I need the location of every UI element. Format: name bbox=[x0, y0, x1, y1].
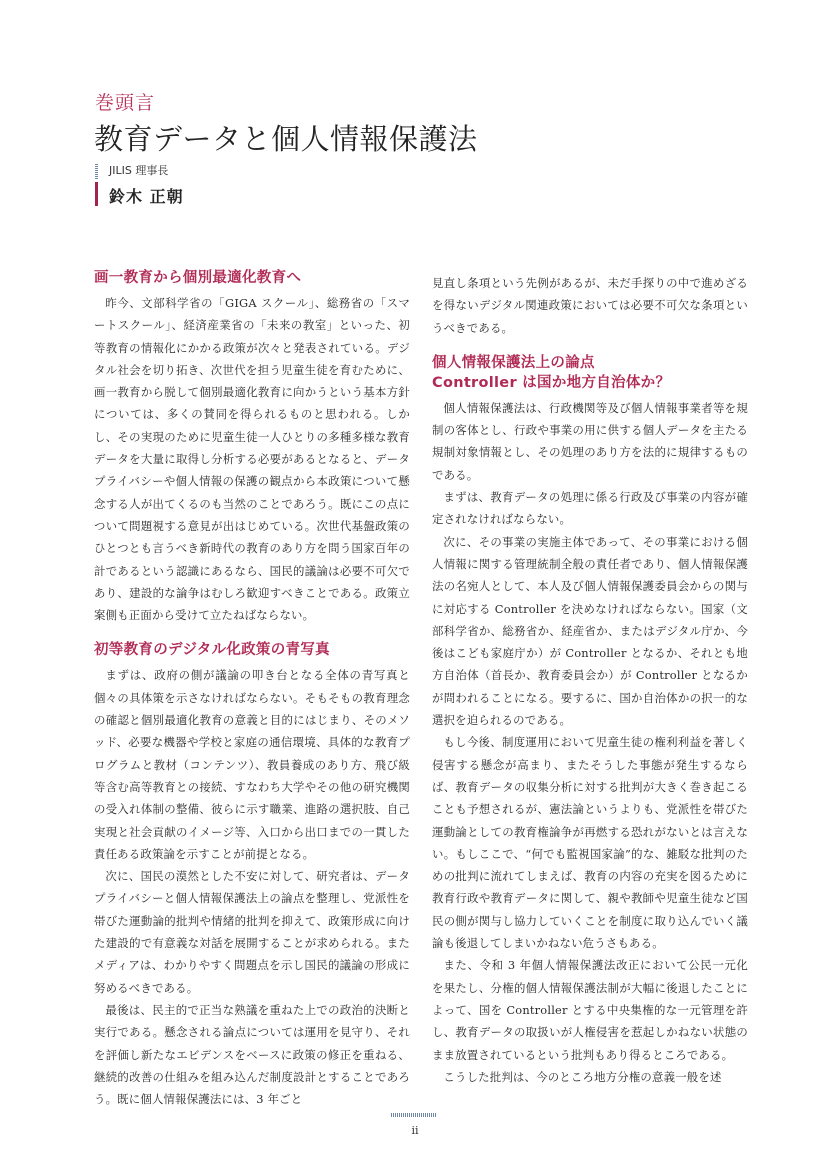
paragraph-continuation: 見直し条項という先例があるが、未だ手探りの中で進めざるを得ないデジタル関連政策においては必要不可欠な条項というべきである。 bbox=[432, 276, 748, 335]
article-kicker: 巻頭言 bbox=[95, 92, 156, 114]
article-title: 教育データと個人情報保護法 bbox=[94, 122, 478, 156]
section-heading-line2: Controller は国か地方自治体か？ bbox=[432, 374, 671, 391]
section-heading bbox=[432, 353, 748, 393]
paragraph: こうした批判は、今のところ地方分権の意義一般を述 bbox=[443, 1069, 722, 1084]
page-number: ii bbox=[411, 1124, 419, 1137]
section-heading-line1: 個人情報保護法上の論点 bbox=[432, 354, 595, 371]
right-column bbox=[432, 272, 748, 1088]
author-affiliation: JILIS 理事長 bbox=[109, 164, 169, 177]
paragraph: もし今後、制度運用において児童生徒の権利利益を著しく侵害する懸念が高まり、またそうした事態が発生するならば、教育データの収集分析に対する批判が大きく巻き起こることも予想されるが、憲法論というよりも、党派性を帯びた運動論としての教育権論争が再燃する恐れがないとは言えない。もしここで、“何でも監視国家論”的な、雑駁な批判のための批判に流れてしまえば、教育の内容の充実を図るために教育行政や教育データに関して、親や教師や児童生徒など国民の側が関与し協力していくことを制度に取り込んでいく議論も後退してしまいかねない危うさもある。 bbox=[432, 735, 748, 951]
accent-bar bbox=[95, 182, 98, 206]
author-name: 鈴木 正朝 bbox=[109, 187, 184, 206]
section-heading: 画一教育から個別最適化教育へ bbox=[94, 270, 302, 286]
paragraph: 個人情報保護法は、行政機関等及び個人情報事業者等を規制の客体とし、行政や事業の用に供する個人データを主たる規制対象情報とし、その処理のあり方を法的に規律するものである。 bbox=[432, 400, 748, 482]
paragraph: まずは、教育データの処理に係る行政及び事業の内容が確定されなければならない。 bbox=[432, 490, 748, 527]
paragraph: まずは、政府の側が議論の叩き台となる全体の青写真と個々の具体策を示さなければならない。そもそもの教育理念の確認と個別最適化教育の意義と目的にはじまり、そのメソッド、必要な機器や学校と家庭の通信環境、具体的な教育プログラムと教材（コンテンツ）、教員養成のあり方、飛び級等含む高等教育との接続、すなわち大学やその他の研究機関の受入れ体制の整備、彼らに示す職業、進路の選択肢、自己実現と社会貢献のイメージ等、入口から出口までの一貫した責任ある政策論を示すことが前提となる。 bbox=[94, 668, 410, 861]
paragraph: 昨今、文部科学省の「GIGA スクール」、総務省の「スマートスクール」、経済産業省の「未来の教室」といった、初等教育の情報化にかかる政策が次々と発表されている。デジタル社会を切り拓き、次世代を担う児童生徒を育むために、画一教育から脱して個別最適化教育に向かうという基本方針については、多くの賛同を得られるものと思われる。しかし、その実現のために児童生徒一人ひとりの多種多様な教育データを大量に取得し分析する必要があるとなると、データプライバシーや個人情報の保護の観点から本政策について懸念する人が出てくるのも当然のことであろう。既にこの点について問題視する意見が出はじめている。次世代基盤政策のひとつとも言うべき新時代の教育のあり方を問う国家百年の計であるという認識にあるなら、国民的議論は必要不可欠であり、建設的な論争はむしろ歓迎すべきことである。政策立案側も正面から受けて立たねばならない。 bbox=[94, 296, 410, 623]
section-heading: 初等教育のデジタル化政策の青写真 bbox=[94, 642, 330, 659]
dotted-divider bbox=[95, 164, 98, 180]
paragraph: 次に、その事業の実施主体であって、その事業における個人情報に関する管理統制全般の責任者であり、個人情報保護法の名宛人として、本人及び個人情報保護委員会からの関与に対応する Controller を決めなければならない。国家（文部科学省か、総務省か、経産省か、またはデジタル庁か、今後はこども家庭庁か）が Controller となるか、それとも地方自治体（首長か、教育委員会か）が Controller となるかが問われることになる。要するに、国か自治体かの択一的な選択を迫られるのである。 bbox=[432, 534, 748, 728]
paragraph: また、令和 3 年個人情報保護法改正において公民一元化を果たし、分権的個人情報保護法制が大幅に後退したことによって、国を Controller とする中央集権的な一元管理を許し、教育データの取扱いが人権侵害を惹起しかねない状態のまま放置されているという批判もあり得るところである。 bbox=[432, 958, 748, 1062]
paragraph: 最後は、民主的で正当な熟議を重ねた上での政治的決断と実行である。懸念される論点については運用を見守り、それを評価し新たなエビデンスをベースに政策の修正を重ねる、継続的改善の仕組みを組み込んだ制度設計とすることであろう。既に個人情報保護法には、3 年ごと bbox=[94, 1002, 410, 1107]
paragraph: 次に、国民の漠然とした不安に対して、研究者は、データプライバシーと個人情報保護法上の論点を整理し、党派性を帯びた運動論的批判や情緒的批判を抑えて、政策形成に向けた建設的で有意義な対話を展開することが求められる。またメディアは、わかりやすく問題点を示し国民的議論の形成に努めるべきである。 bbox=[94, 869, 410, 995]
left-column bbox=[94, 268, 410, 1110]
footer-dotted-rule bbox=[391, 1113, 437, 1117]
